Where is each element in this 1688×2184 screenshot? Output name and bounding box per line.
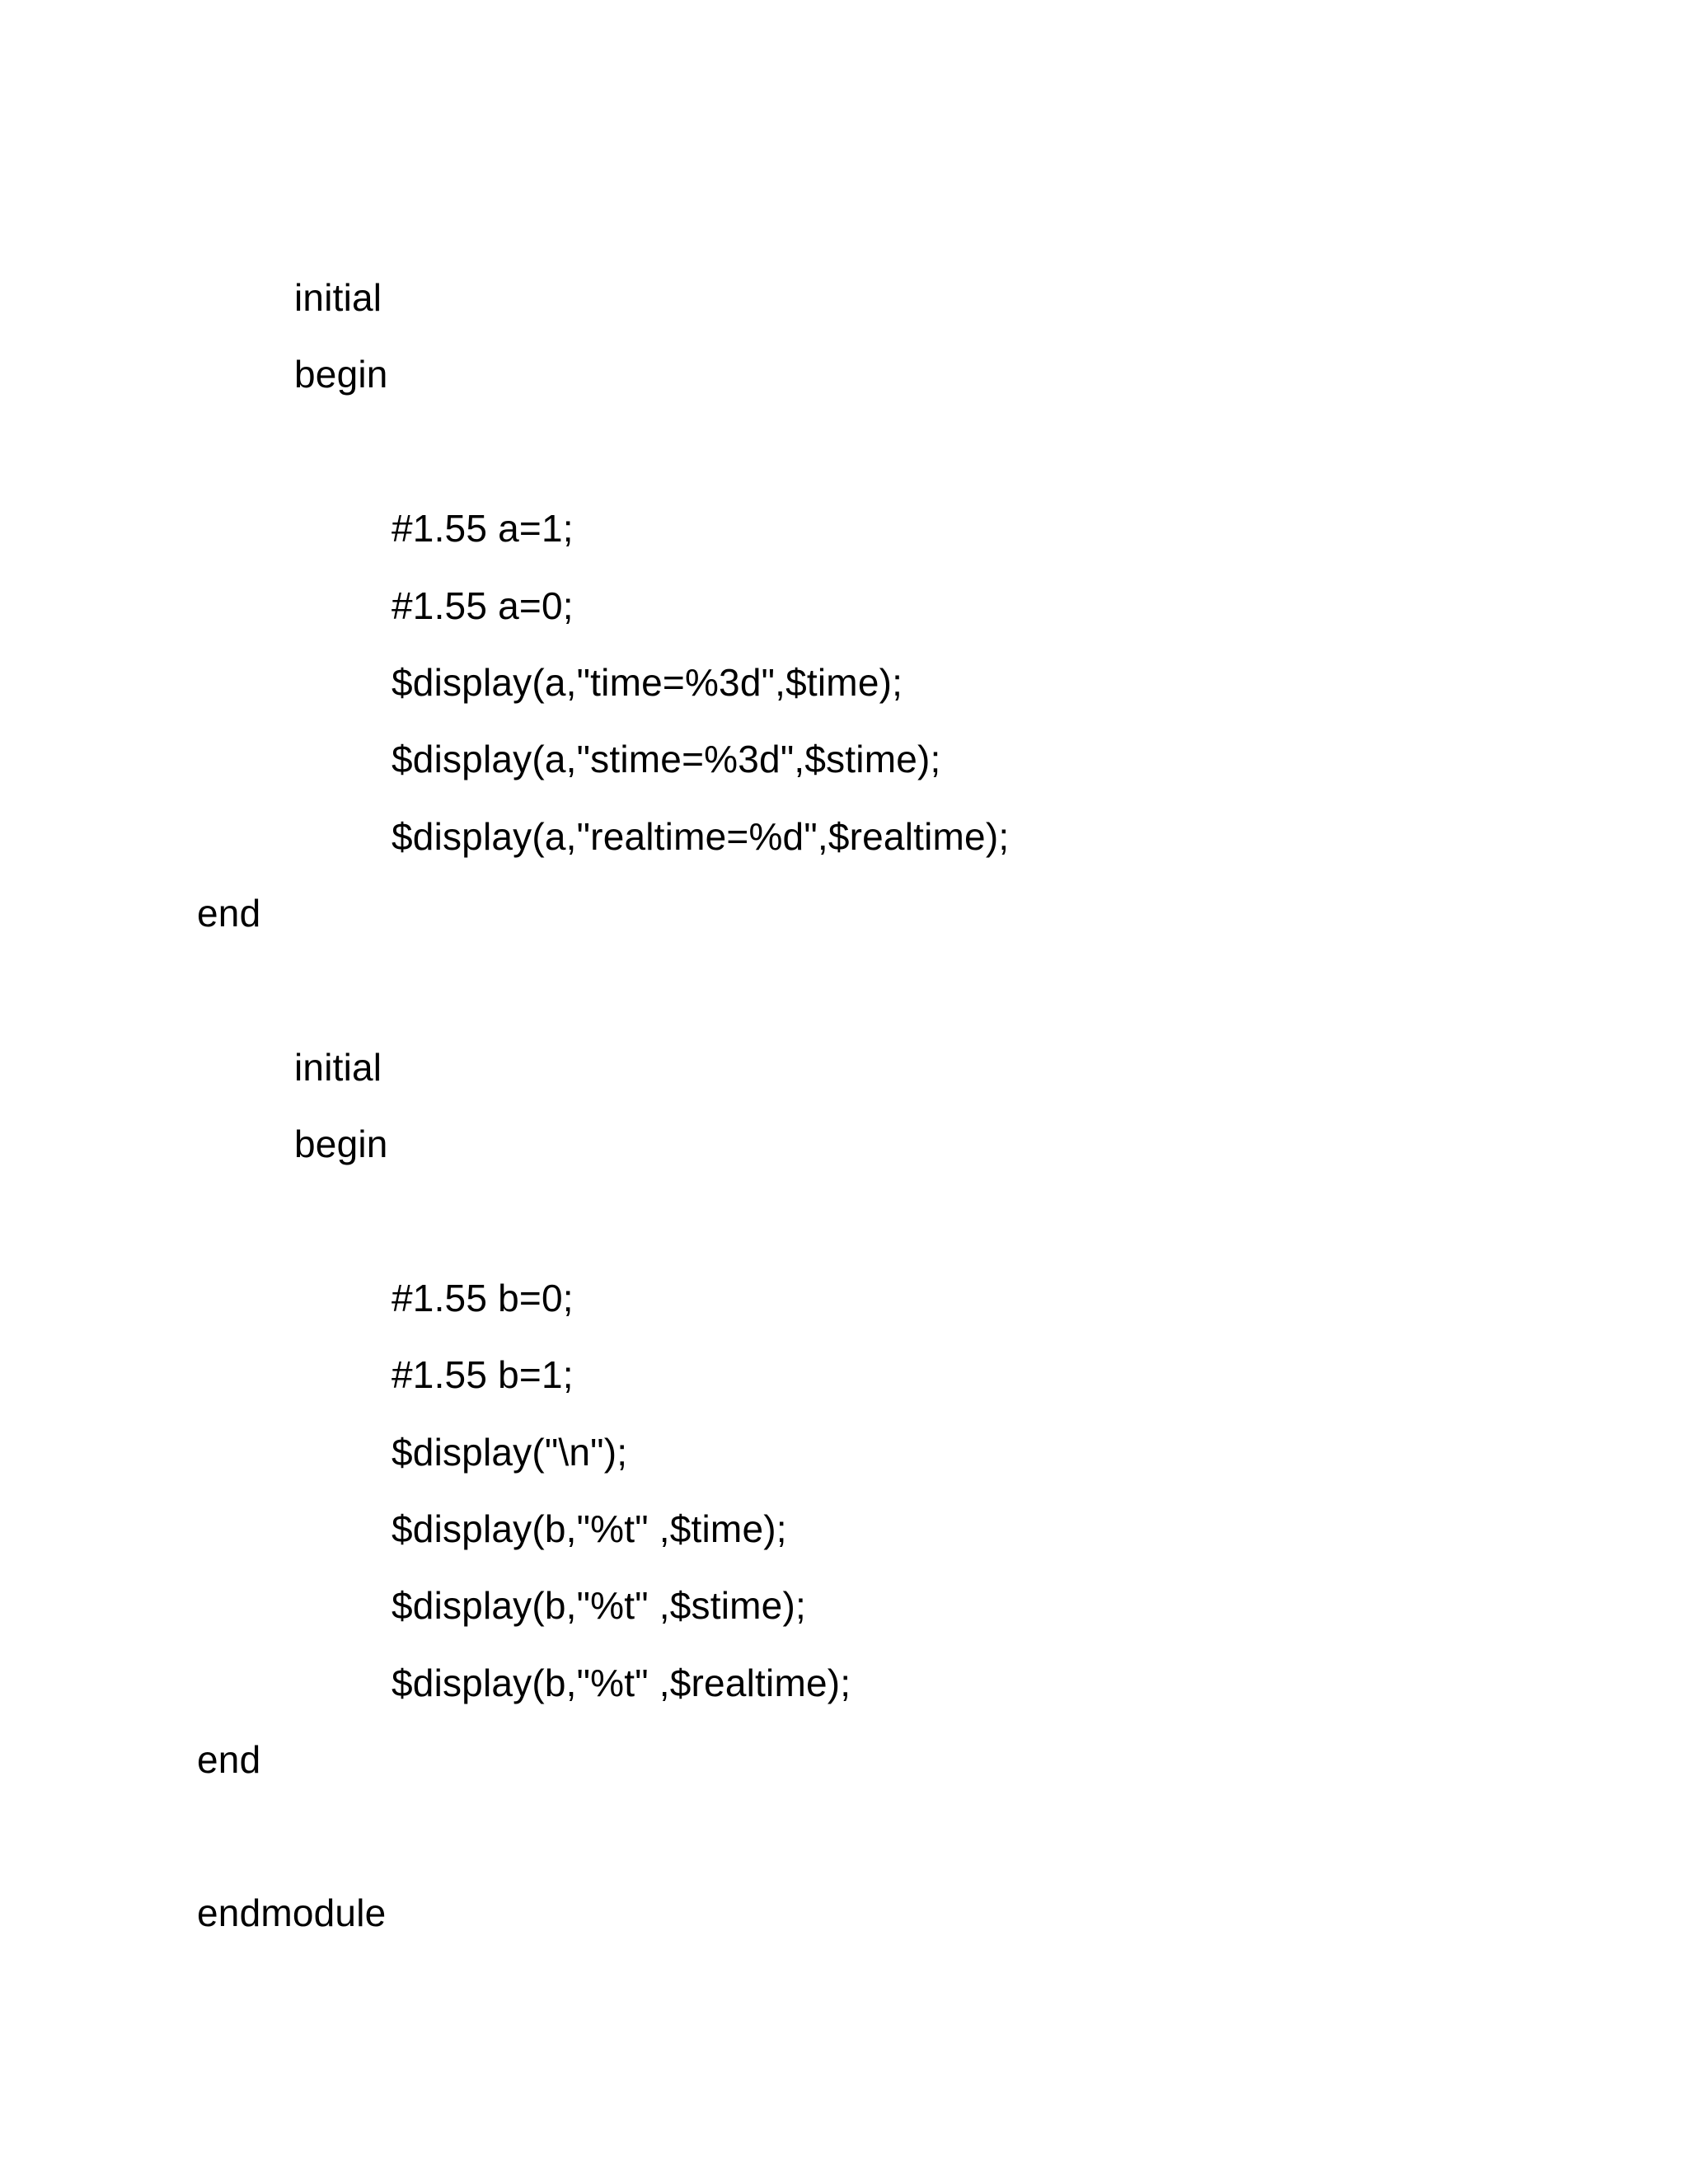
- code-line: $display(b,"%t" ,$time);: [392, 1507, 787, 1550]
- code-line: begin: [294, 1122, 388, 1165]
- code-line: $display(a,"stime=%3d",$stime);: [392, 738, 941, 780]
- code-line: end: [197, 892, 261, 935]
- code-line: #1.55 b=0;: [392, 1277, 574, 1319]
- code-line: $display(b,"%t" ,$realtime);: [392, 1661, 851, 1704]
- code-line: endmodule: [197, 1891, 387, 1934]
- code-line: $display(a,"time=%3d",$time);: [392, 661, 903, 704]
- code-line: initial: [294, 276, 382, 319]
- code-line: $display("\n");: [392, 1431, 628, 1474]
- code-line: $display(a,"realtime=%d",$realtime);: [392, 815, 1010, 858]
- code-line: initial: [294, 1046, 382, 1089]
- code-line: #1.55 a=0;: [392, 584, 574, 627]
- code-line: #1.55 b=1;: [392, 1353, 574, 1396]
- code-line: end: [197, 1738, 261, 1781]
- code-line: begin: [294, 353, 388, 396]
- code-line: $display(b,"%t" ,$stime);: [392, 1584, 806, 1627]
- code-line: #1.55 a=1;: [392, 507, 574, 550]
